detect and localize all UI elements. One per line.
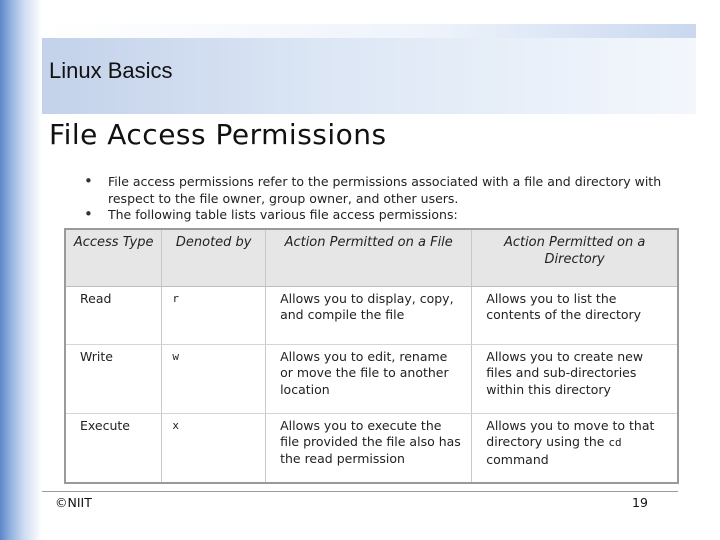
cell-file-action: Allows you to execute the file provided the file also has the read permission: [266, 413, 472, 483]
bullet-item: [84, 174, 664, 207]
cd-command-code: cd: [608, 436, 622, 449]
left-decorative-stripe: [0, 0, 42, 540]
table-row: [65, 286, 678, 344]
header-directory-action: Action Permitted on a Directory: [472, 229, 678, 286]
bullet-list: [84, 174, 664, 224]
cell-access-type: Execute: [65, 413, 162, 483]
slide-title: File Access Permissions: [49, 118, 387, 151]
bullet-dot-icon: •: [84, 172, 93, 190]
cell-file-action: Allows you to display, copy, and compile the file: [266, 286, 472, 344]
header-access-type: Access Type: [65, 229, 162, 286]
footer-divider: [42, 491, 678, 492]
table-row: [65, 344, 678, 413]
bullet-dot-icon: •: [84, 205, 93, 223]
cell-directory-action: Allows you to list the contents of the directory: [472, 286, 678, 344]
footer-page-number: 19: [632, 495, 648, 510]
cell-directory-action: Allows you to create new files and sub-directories within this directory: [472, 344, 678, 413]
table-header-row: [65, 229, 678, 286]
cell-access-type: Write: [65, 344, 162, 413]
bullet-item: [84, 207, 664, 224]
cell-symbol: x: [162, 413, 266, 483]
cell-access-type: Read: [65, 286, 162, 344]
bullet-text: File access permissions refer to the permissions associated with a file and directory with respect to the file owner, group owner, and other users.: [108, 174, 662, 206]
header-denoted-by: Denoted by: [162, 229, 266, 286]
cell-directory-action: [472, 413, 678, 483]
footer-copyright: ©NIIT: [55, 495, 92, 510]
dir-action-text: Allows you to move to that directory using the: [486, 417, 655, 449]
bullet-text: The following table lists various file access permissions:: [108, 207, 458, 222]
permissions-table: [64, 228, 679, 484]
cell-symbol: w: [162, 344, 266, 413]
dir-action-text-suffix: command: [486, 451, 549, 467]
table-row: [65, 413, 678, 483]
header-file-action: Action Permitted on a File: [266, 229, 472, 286]
header-title: Linux Basics: [49, 58, 173, 83]
cell-symbol: r: [162, 286, 266, 344]
cell-file-action: Allows you to edit, rename or move the file to another location: [266, 344, 472, 413]
